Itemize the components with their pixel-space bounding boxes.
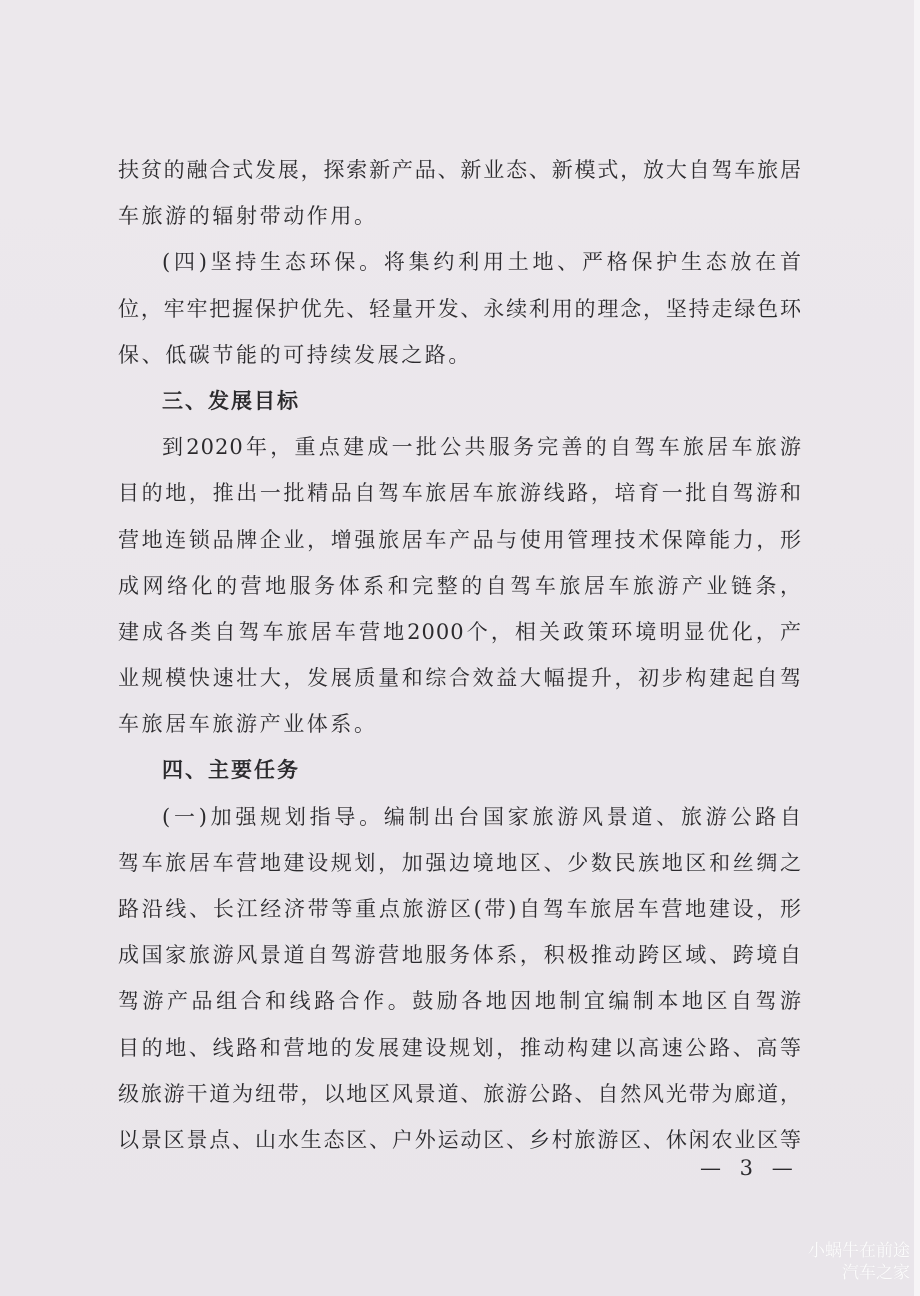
- text-line: 保、低碳节能的可持续发展之路。: [118, 342, 472, 367]
- text-line: 目的地、线路和营地的发展建设规划，推动构建以高速公路、高等: [118, 1035, 802, 1060]
- text-line: 营地连锁品牌企业，增强旅居车产品与使用管理技术保障能力，形: [118, 527, 802, 552]
- page-number: — 3 —: [700, 1156, 799, 1180]
- text-line: 位，牢牢把握保护优先、轻量开发、永续利用的理念，坚持走绿色环: [118, 296, 802, 321]
- text-line: (四)坚持生态环保。将集约利用土地、严格保护生态放在首: [162, 250, 802, 275]
- text-line: 目的地，推出一批精品自驾车旅居车旅游线路，培育一批自驾游和: [118, 481, 802, 506]
- text-line: 成网络化的营地服务体系和完整的自驾车旅居车旅游产业链条，: [118, 573, 802, 598]
- text-line: 业规模快速壮大，发展质量和综合效益大幅提升，初步构建起自驾: [118, 666, 802, 691]
- text-line: 路沿线、长江经济带等重点旅游区(带)自驾车旅居车营地建设，形: [118, 897, 802, 921]
- text-line: 到2020年，重点建成一批公共服务完善的自驾车旅居车旅游: [162, 435, 802, 460]
- watermark-line: 汽车之家: [842, 1263, 910, 1283]
- watermark: [808, 1240, 910, 1284]
- text-line: 成国家旅游风景道自驾游营地服务体系，积极推动跨区域、跨境自: [118, 943, 802, 968]
- watermark-line: 小蜗牛在前途: [808, 1241, 910, 1261]
- text-line: 车旅游的辐射带动作用。: [118, 204, 378, 229]
- text-line: 车旅居车旅游产业体系。: [118, 712, 378, 737]
- body-text: [118, 147, 802, 1163]
- text-line: 以景区景点、山水生态区、户外运动区、乡村旅游区、休闲农业区等: [118, 1127, 802, 1152]
- section-heading: 四、主要任务: [162, 758, 300, 783]
- text-line: 驾车旅居车营地建设规划，加强边境地区、少数民族地区和丝绸之: [118, 850, 802, 875]
- text-line: 驾游产品组合和线路合作。鼓励各地因地制宜编制本地区自驾游: [118, 989, 802, 1014]
- text-line: 扶贫的融合式发展，探索新产品、新业态、新模式，放大自驾车旅居: [118, 158, 802, 182]
- section-heading: 三、发展目标: [162, 388, 300, 413]
- text-line: (一)加强规划指导。编制出台国家旅游风景道、旅游公路自: [162, 804, 802, 829]
- page-edge: [914, 0, 920, 1296]
- text-line: 建成各类自驾车旅居车营地2000个，相关政策环境明显优化，产: [118, 619, 802, 644]
- text-line: 级旅游干道为纽带，以地区风景道、旅游公路、自然风光带为廊道，: [118, 1081, 802, 1106]
